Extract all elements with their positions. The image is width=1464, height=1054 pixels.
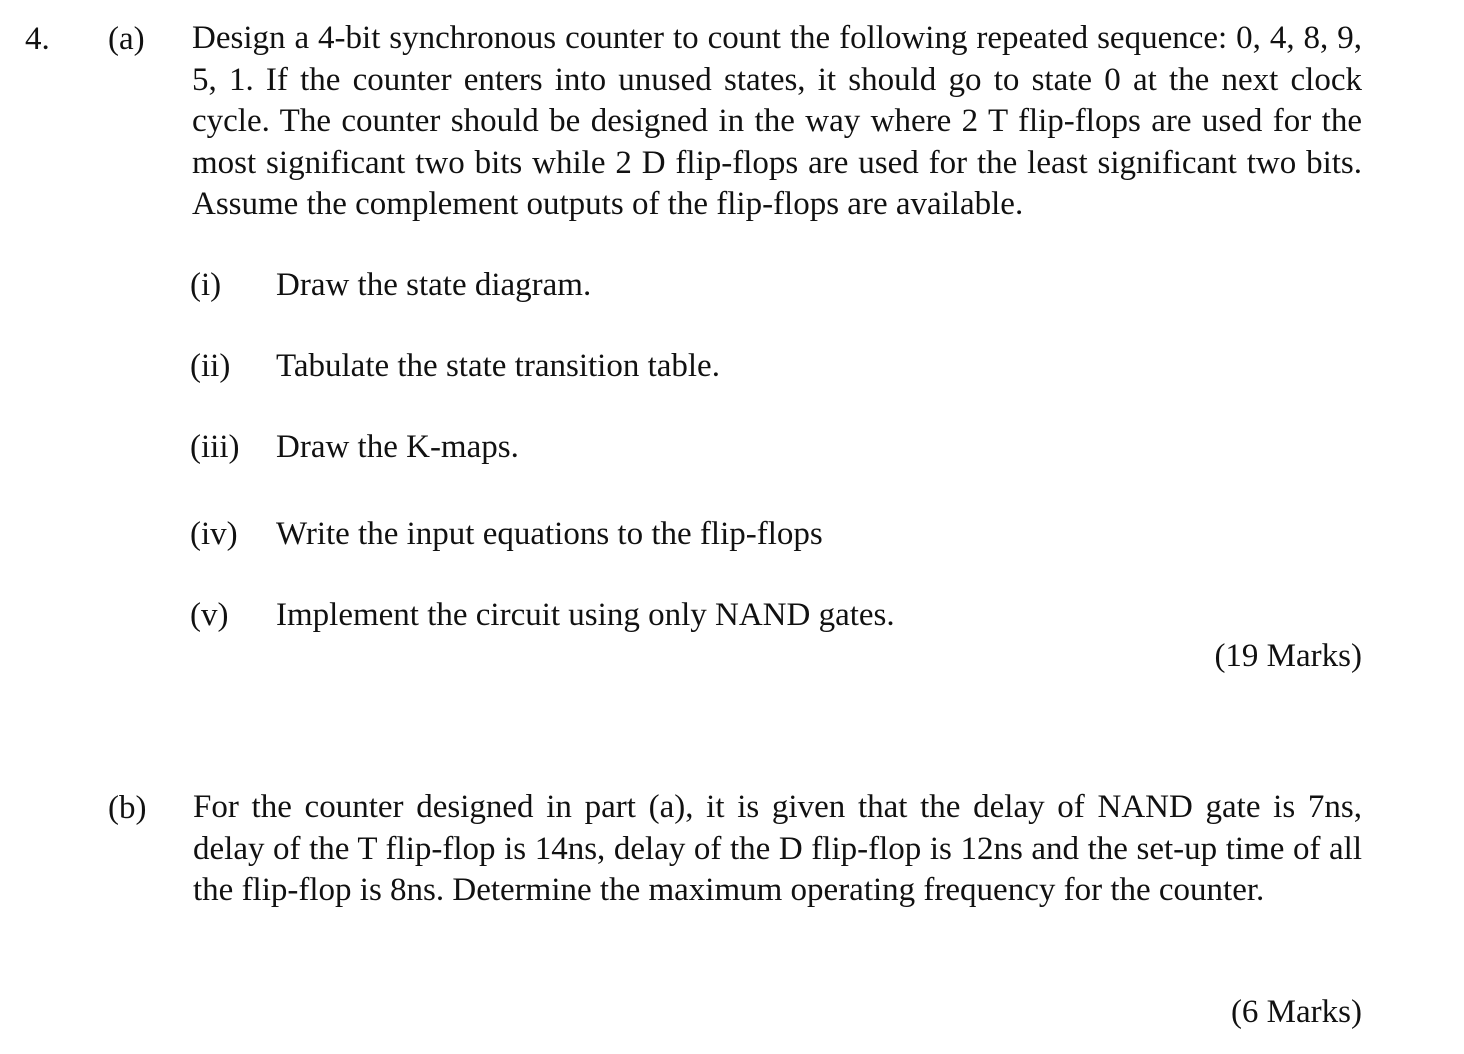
part-b-marks: (6 Marks)	[1230, 994, 1362, 1030]
subpart-iii-label: (iii)	[190, 429, 240, 465]
part-a-label: (a)	[108, 21, 145, 57]
subpart-i-label: (i)	[190, 267, 222, 303]
subpart-v-label: (v)	[190, 597, 229, 633]
subpart-ii-label: (ii)	[190, 348, 231, 384]
part-b-label: (b)	[108, 790, 147, 826]
question-number: 4.	[25, 21, 50, 57]
part-a-marks: (19 Marks)	[1214, 638, 1362, 674]
subpart-i-text: Draw the state diagram.	[276, 267, 592, 303]
subpart-ii-text: Tabulate the state transition table.	[276, 348, 720, 384]
part-a-text: Design a 4-bit synchronous counter to count the following repeated sequence: 0, 4, 8, 9, 5, 1. If the counter enters into unused states, it should go to state 0 at the next clock cycle. The counter should be designed in the way where 2 T flip-flops are used for the most significant two bits while 2 D flip-flops are used for the least significant two bits. Assume the complement outputs of the flip-flops are available.	[192, 20, 1362, 222]
part-b-text: For the counter designed in part (a), it is given that the delay of NAND gate is 7ns, delay of the T flip-flop is 14ns, delay of the D flip-flop is 12ns and the set-up time of all the flip-flop is 8ns. Determine the maximum operating frequency for the counter.	[193, 789, 1362, 908]
subpart-iv-label: (iv)	[190, 516, 238, 552]
subpart-iii-text: Draw the K-maps.	[276, 429, 519, 465]
subpart-iv-text: Write the input equations to the flip-flops	[276, 516, 823, 552]
subpart-v-text: Implement the circuit using only NAND gates.	[276, 597, 895, 633]
